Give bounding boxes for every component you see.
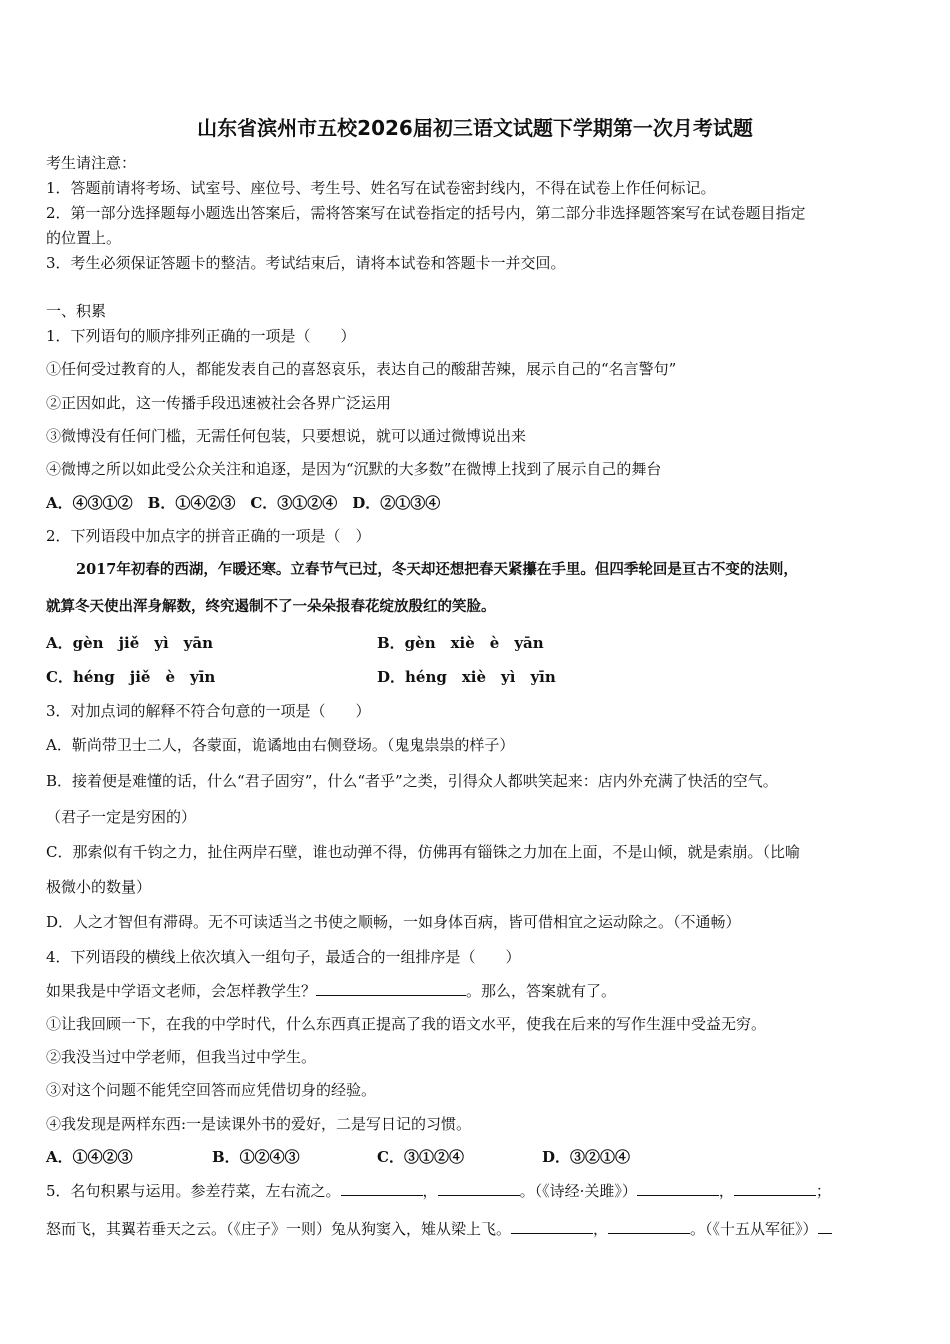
fill-blank[interactable] — [608, 1218, 690, 1234]
notice-item: 1．答题前请将考场、试室号、座位号、考生号、姓名写在试卷密封线内，不得在试卷上作任何标记。 — [46, 179, 716, 197]
list-item: ④微博之所以如此受公众关注和追逐，是因为“沉默的大多数”在微博上找到了展示自己的舞台 — [46, 460, 662, 478]
notice-item: 的位置上。 — [46, 229, 122, 247]
fill-blank[interactable] — [734, 1180, 816, 1196]
list-item: ②正因如此，这一传播手段迅速被社会各界广泛运用 — [46, 394, 392, 412]
list-item: ①让我回顾一下，在我的中学时代，什么东西真正提高了我的语文水平，使我在后来的写作生涯中受益无穷。 — [46, 1015, 767, 1033]
question-stem: 3．对加点词的解释不符合句意的一项是（ ） — [46, 702, 371, 720]
question-stem: 1．下列语句的顺序排列正确的一项是（ ） — [46, 327, 356, 345]
passage-line: 2017年初春的西湖，乍暖还寒。立春节气已过，冬天却还想把春天紧攥在手里。但四季轮回是亘古不变的法则， — [76, 561, 798, 578]
option-b: B．接着便是难懂的话，什么“君子固穷”，什么“者乎”之类，引得众人都哄笑起来：店内外充满了快活的空气。 — [46, 772, 778, 790]
notice-item: 2．第一部分选择题每小题选出答案后，需将答案写在试卷指定的括号内，第二部分非选择题答案写在试卷题目指定 — [46, 204, 806, 222]
list-item: ③微博没有任何门槛，无需任何包装，只要想说，就可以通过微博说出来 — [46, 427, 527, 445]
question-5-line2 — [46, 1218, 910, 1240]
fill-blank[interactable] — [511, 1218, 593, 1234]
q5-sep: ， — [593, 1220, 609, 1238]
option-c: C．héng jiě è yīn — [46, 668, 216, 686]
option-c: C．③①②④ — [377, 1148, 464, 1166]
fill-blank[interactable] — [341, 1180, 423, 1196]
question-5-line1 — [46, 1180, 910, 1202]
option-b: B．①②④③ — [212, 1148, 300, 1166]
fill-blank[interactable] — [316, 980, 466, 996]
option-d: D．人之才智但有滞碍。无不可读适当之书使之顺畅，一如身体百病，皆可借相宜之运动除之。（不通畅） — [46, 913, 741, 931]
notice-item: 3．考生必须保证答题卡的整洁。考试结束后，请将本试卷和答题卡一并交回。 — [46, 254, 566, 272]
q5-sep: ， — [718, 1182, 734, 1200]
answer-options: A．④③①② B．①④②③ C．③①②④ D．②①③④ — [46, 494, 441, 512]
option-c-continued: 极微小的数量） — [46, 878, 152, 896]
list-item: ③对这个问题不能凭空回答而应凭借切身的经验。 — [46, 1081, 377, 1099]
notice-heading: 考生请注意： — [46, 154, 137, 172]
passage-line: 就算冬天使出浑身解数，终究遏制不了一朵朵报春花绽放殷红的笑脸。 — [46, 598, 496, 615]
q5-sep: ； — [815, 1182, 831, 1200]
page-title: 山东省滨州市五校2026届初三语文试题下学期第一次月考试题 — [197, 116, 753, 140]
question-stem: 4．下列语段的横线上依次填入一组句子，最适合的一组排序是（ ） — [46, 948, 521, 966]
section-heading: 一、积累 — [46, 302, 107, 320]
q5-sep: ， — [422, 1182, 438, 1200]
option-c: C．那索似有千钧之力，扯住两岸石壁，谁也动弹不得，仿佛再有锱铢之力加在上面，不是山倾，就是索崩。（比喻 — [46, 843, 800, 861]
option-a: A．gèn jiě yì yān — [46, 634, 213, 652]
q5-text: 。（《诗经·关雎》） — [519, 1182, 637, 1200]
option-d: D．③②①④ — [542, 1148, 631, 1166]
lead-after: 。那么，答案就有了。 — [466, 982, 617, 1000]
fill-blank[interactable] — [818, 1218, 832, 1234]
q5-text: 5．名句积累与运用。参差荇菜，左右流之。 — [46, 1182, 341, 1200]
fill-blank[interactable] — [438, 1180, 520, 1196]
lead-sentence — [46, 980, 910, 1002]
list-item: ②我没当过中学老师，但我当过中学生。 — [46, 1048, 317, 1066]
question-stem: 2．下列语段中加点字的拼音正确的一项是（ ） — [46, 527, 371, 545]
option-b: B．gèn xiè è yān — [377, 634, 544, 652]
q5-text: 怒而飞，其翼若垂天之云。（《庄子》一则）兔从狗窦入，雉从梁上飞。 — [46, 1220, 512, 1238]
option-b-continued: （君子一定是穷困的） — [46, 808, 197, 826]
list-item: ①任何受过教育的人，都能发表自己的喜怒哀乐，表达自己的酸甜苦辣，展示自己的“名言警句” — [46, 360, 677, 378]
option-a: A．靳尚带卫士二人，各蒙面，诡谲地由右侧登场。（鬼鬼祟祟的样子） — [46, 736, 515, 754]
fill-blank[interactable] — [637, 1180, 719, 1196]
option-a: A．①④②③ — [46, 1148, 133, 1166]
list-item: ④我发现是两样东西:一是读课外书的爱好，二是写日记的习惯。 — [46, 1115, 472, 1133]
lead-before: 如果我是中学语文老师，会怎样教学生？ — [46, 982, 317, 1000]
option-d: D．héng xiè yì yīn — [377, 668, 556, 686]
q5-text: 。（《十五从军征》） — [690, 1220, 818, 1238]
